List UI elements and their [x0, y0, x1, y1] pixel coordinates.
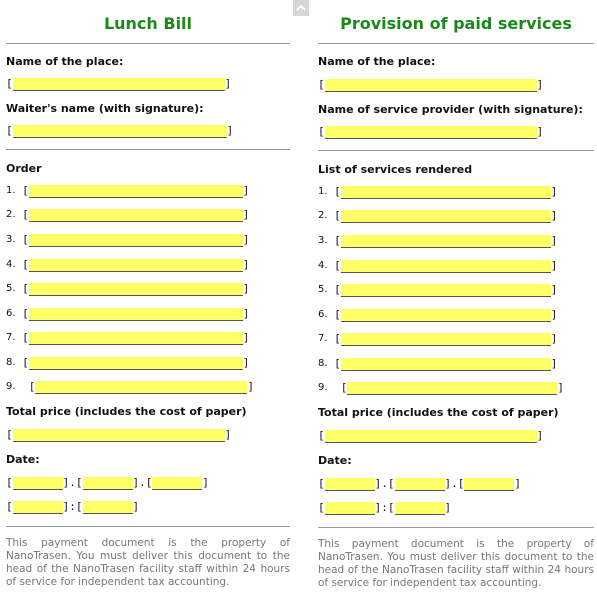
list-item[interactable]: 6. [ ]: [6, 307, 250, 320]
footer-note: This payment document is the property of NanoTrasen. You must deliver this document to the head of the NanoTrasen facility staff within 24 hours of service for independent tax accounting.: [318, 538, 594, 589]
date-field[interactable]: [ ].[ ].[ ]: [318, 477, 521, 490]
date-label: Date:: [6, 453, 40, 466]
person-label: Waiter's name (with signature):: [6, 102, 204, 115]
list-item[interactable]: 1. [ ]: [6, 184, 250, 197]
divider: [6, 149, 290, 150]
total-field[interactable]: [ ]: [318, 429, 544, 442]
divider: [318, 43, 594, 44]
lunch-bill-form: [6, 0, 290, 600]
list-label: List of services rendered: [318, 163, 473, 176]
footer-note: This payment document is the property of NanoTrasen. You must deliver this document to the head of the NanoTrasen facility staff within 24 hours of service for independent tax accounting.: [6, 537, 290, 588]
list-item[interactable]: 3. [ ]: [318, 234, 558, 247]
total-field[interactable]: [ ]: [6, 428, 232, 441]
list-label: Order: [6, 162, 42, 175]
list-item[interactable]: 9. [ ]: [6, 380, 255, 393]
list-item[interactable]: 1. [ ]: [318, 185, 558, 198]
list-item[interactable]: 4. [ ]: [6, 258, 250, 271]
divider: [6, 526, 290, 527]
scroll-up-button[interactable]: [293, 0, 309, 16]
place-field[interactable]: [ ]: [6, 77, 232, 90]
place-field[interactable]: [ ]: [318, 78, 544, 91]
list-item[interactable]: 7. [ ]: [6, 331, 250, 344]
date-field[interactable]: [ ].[ ].[ ]: [6, 476, 209, 489]
place-label: Name of the place:: [318, 55, 436, 68]
list-item[interactable]: 3. [ ]: [6, 233, 250, 246]
paid-services-form: [318, 0, 594, 600]
list-item[interactable]: 8. [ ]: [318, 357, 558, 370]
list-item[interactable]: 4. [ ]: [318, 259, 558, 272]
list-item[interactable]: 5. [ ]: [6, 282, 250, 295]
divider: [6, 43, 290, 44]
total-label: Total price (includes the cost of paper): [318, 406, 559, 419]
divider: [318, 150, 594, 151]
divider: [318, 527, 594, 528]
person-field[interactable]: [ ]: [318, 125, 544, 138]
list-item[interactable]: 5. [ ]: [318, 283, 558, 296]
form-title: Lunch Bill: [103, 14, 193, 33]
list-item[interactable]: 6. [ ]: [318, 308, 558, 321]
person-label: Name of service provider (with signature):: [318, 103, 583, 116]
list-item[interactable]: 7. [ ]: [318, 332, 558, 345]
person-field[interactable]: [ ]: [6, 124, 234, 137]
list-item[interactable]: 2. [ ]: [6, 208, 250, 221]
time-field[interactable]: [ ]:[ ]: [318, 501, 452, 514]
total-label: Total price (includes the cost of paper): [6, 405, 247, 418]
chevron-up-icon: [293, 0, 309, 16]
list-item[interactable]: 9. [ ]: [318, 381, 565, 394]
date-label: Date:: [318, 454, 352, 467]
time-field[interactable]: [ ]:[ ]: [6, 500, 140, 513]
list-item[interactable]: 8. [ ]: [6, 356, 250, 369]
list-item[interactable]: 2. [ ]: [318, 209, 558, 222]
form-title: Provision of paid services: [340, 14, 572, 33]
place-label: Name of the place:: [6, 55, 124, 68]
